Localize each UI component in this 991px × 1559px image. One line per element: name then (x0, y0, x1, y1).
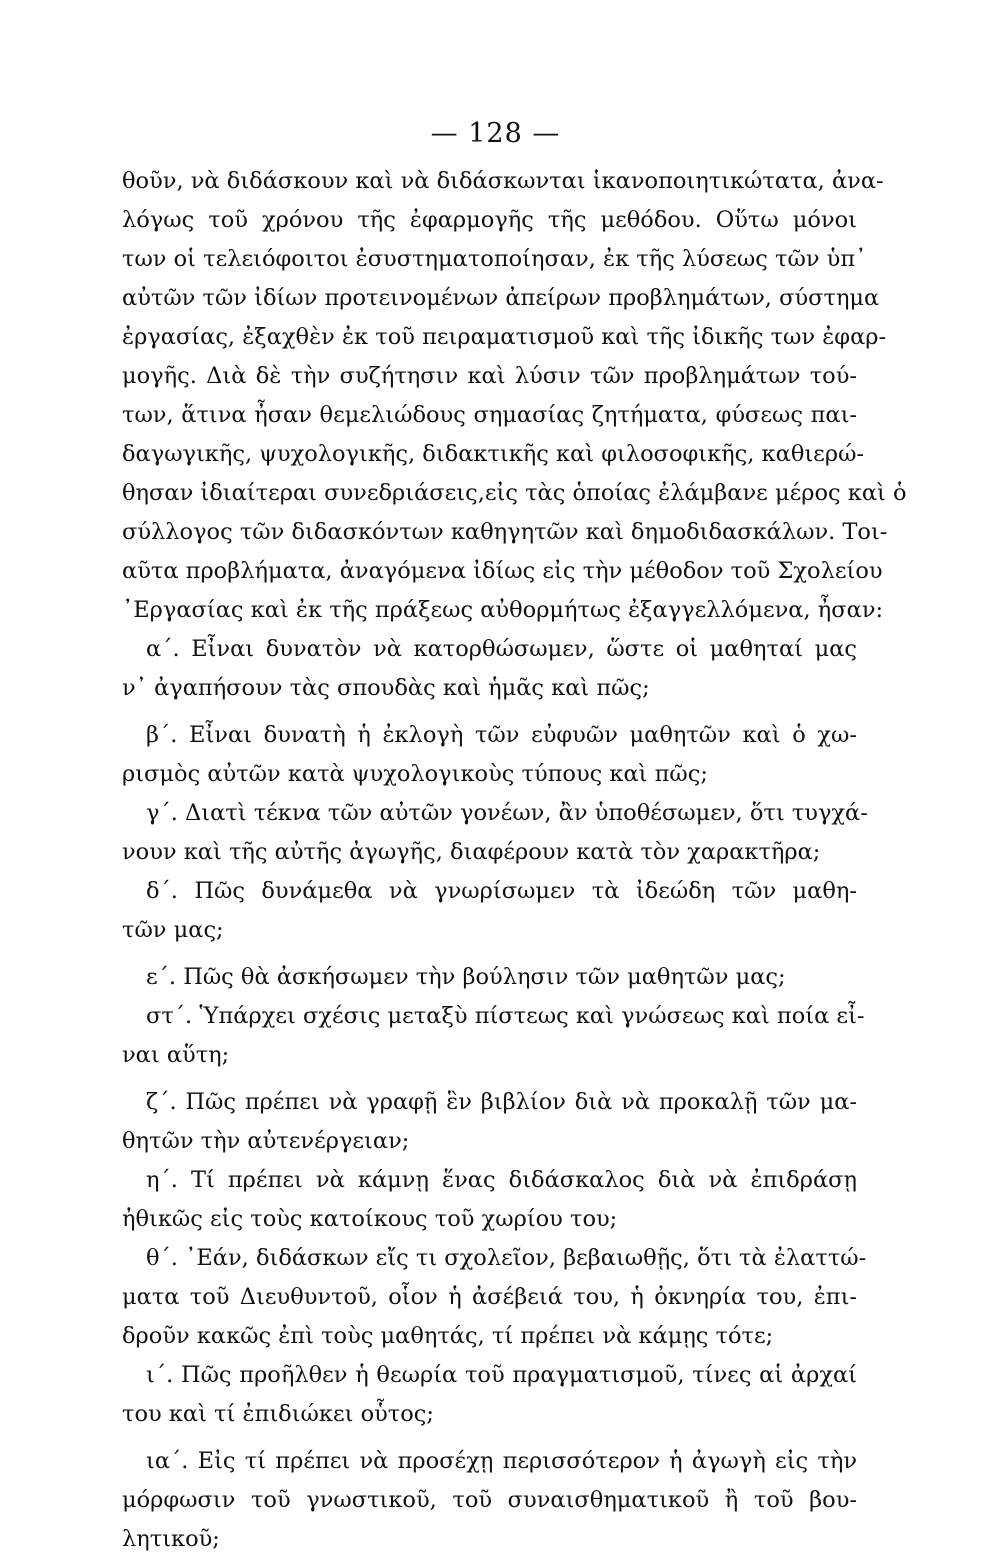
question-line: ν᾽ ἀγαπήσουν τὰς σπουδὰς καὶ ἡμᾶς καὶ πῶς; (122, 675, 650, 701)
question-line: του καὶ τί ἐπιδιώκει οὗτος; (122, 1401, 434, 1427)
question-b (122, 716, 857, 794)
question-line: ρισμὸς αὐτῶν κατὰ ψυχολογικοὺς τύπους καὶ πῶς; (122, 761, 708, 787)
question-line: ἠθικῶς εἰς τοὺς κατοίκους τοῦ χωρίου του; (122, 1206, 618, 1232)
question-line: στ΄. Ὑπάρχει σχέσις μεταξὺ πίστεως καὶ γνώσεως καὶ ποία εἶ- (146, 1003, 865, 1029)
text-line: σύλλογος τῶν διδασκόντων καθηγητῶν καὶ δημοδιδασκάλων. Τοι- (122, 519, 888, 545)
text-line: αὐτῶν τῶν ἰδίων προτεινομένων ἀπείρων προβλημάτων, σύστημα (122, 285, 880, 311)
question-h (122, 1161, 857, 1239)
question-line: ι΄. Πῶς προῆλθεν ἡ θεωρία τοῦ πραγματισμοῦ, τίνες αἱ ἀρχαί (146, 1362, 857, 1388)
text-line: των, ἅτινα ἦσαν θεμελιώδους σημασίας ζητήματα, φύσεως παι- (122, 402, 857, 428)
question-line: β΄. Εἶναι δυνατὴ ἡ ἐκλογὴ τῶν εὐφυῶν μαθητῶν καὶ ὁ χω- (146, 722, 857, 748)
question-line: ε΄. Πῶς θὰ ἀσκήσωμεν τὴν βούλησιν τῶν μαθητῶν μας; (146, 964, 786, 990)
question-i (122, 1356, 857, 1434)
text-line: θησαν ἰδιαίτεραι συνεδριάσεις,εἰς τὰς ὁποίας ἐλάμβανε μέρος καὶ ὁ (122, 480, 907, 506)
question-st (122, 997, 865, 1075)
question-line: θητῶν τὴν αὐτενέργειαν; (122, 1128, 410, 1154)
question-line: ια΄. Εἰς τί πρέπει νὰ προσέχῃ περισσότερον ἡ ἀγωγὴ εἰς τὴν (146, 1448, 857, 1474)
text-line: των οἱ τελειόφοιτοι ἐσυστηματοποίησαν, ἐκ τῆς λύσεως τῶν ὑπ᾽ (122, 246, 867, 272)
question-th (122, 1239, 867, 1356)
question-line: δ΄. Πῶς δυνάμεθα νὰ γνωρίσωμεν τὰ ἰδεώδη τῶν μαθη- (146, 878, 857, 904)
question-line: ματα τοῦ Διευθυντοῦ, οἷον ἡ ἀσέβειά του, ἡ ὀκνηρία του, ἐπι- (122, 1284, 857, 1310)
question-line: λητικοῦ; (122, 1526, 220, 1552)
question-line: ναι αὕτη; (122, 1042, 230, 1068)
text-line: μογῆς. Διὰ δὲ τὴν συζήτησιν καὶ λύσιν τῶν προβλημάτων τού- (122, 363, 857, 389)
question-line: θ΄. ᾽Εάν, διδάσκων εἴς τι σχολεῖον, βεβαιωθῇς, ὅτι τὰ ἐλαττώ- (146, 1245, 867, 1271)
page-body (122, 162, 907, 1559)
text-line: ᾽Εργασίας καὶ ἐκ τῆς πράξεως αὐθορμήτως ἐξαγγελλόμενα, ἦσαν: (122, 597, 884, 623)
text-line: λόγως τοῦ χρόνου τῆς ἐφαρμογῆς τῆς μεθόδου. Οὕτω μόνοι (122, 207, 857, 233)
text-line: ἐργασίας, ἐξαχθὲν ἐκ τοῦ πειραματισμοῦ καὶ τῆς ἰδικῆς των ἐφαρ- (122, 324, 887, 350)
question-d (122, 872, 857, 950)
question-line: ζ΄. Πῶς πρέπει νὰ γραφῇ ἓν βιβλίον διὰ νὰ προκαλῇ τῶν μα- (146, 1089, 857, 1115)
question-line: μόρφωσιν τοῦ γνωστικοῦ, τοῦ συναισθηματικοῦ ἢ τοῦ βου- (122, 1487, 857, 1513)
question-e (122, 958, 857, 997)
page-number: — 128 — (430, 118, 561, 149)
intro-paragraph (122, 162, 907, 630)
text-line: θοῦν, νὰ διδάσκουν καὶ νὰ διδάσκωνται ἱκανοποιητικώτατα, ἀνα- (122, 168, 884, 194)
question-line: η΄. Τί πρέπει νὰ κάμνῃ ἕνας διδάσκαλος διὰ νὰ ἐπιδράσῃ (146, 1167, 857, 1193)
text-line: δαγωγικῆς, ψυχολογικῆς, διδακτικῆς καὶ φιλοσοφικῆς, καθιερώ- (122, 441, 865, 467)
question-line: δροῦν κακῶς ἐπὶ τοὺς μαθητάς, τί πρέπει νὰ κάμῃς τότε; (122, 1323, 774, 1349)
question-c (122, 794, 868, 872)
text-line: αῦτα προβλήματα, ἀναγόμενα ἰδίως εἰς τὴν μέθοδον τοῦ Σχολείου (122, 558, 883, 584)
question-ia (122, 1442, 857, 1559)
question-line: νουν καὶ τῆς αὐτῆς ἀγωγῆς, διαφέρουν κατὰ τὸν χαρακτῆρα; (122, 839, 821, 865)
question-line: γ΄. Διατὶ τέκνα τῶν αὐτῶν γονέων, ἂν ὑποθέσωμεν, ὅτι τυγχά- (146, 800, 868, 826)
question-z (122, 1083, 857, 1161)
question-line: α΄. Εἶναι δυνατὸν νὰ κατορθώσωμεν, ὥστε οἱ μαθηταί μας (146, 636, 857, 662)
question-line: τῶν μας; (122, 917, 224, 943)
question-a (122, 630, 857, 708)
